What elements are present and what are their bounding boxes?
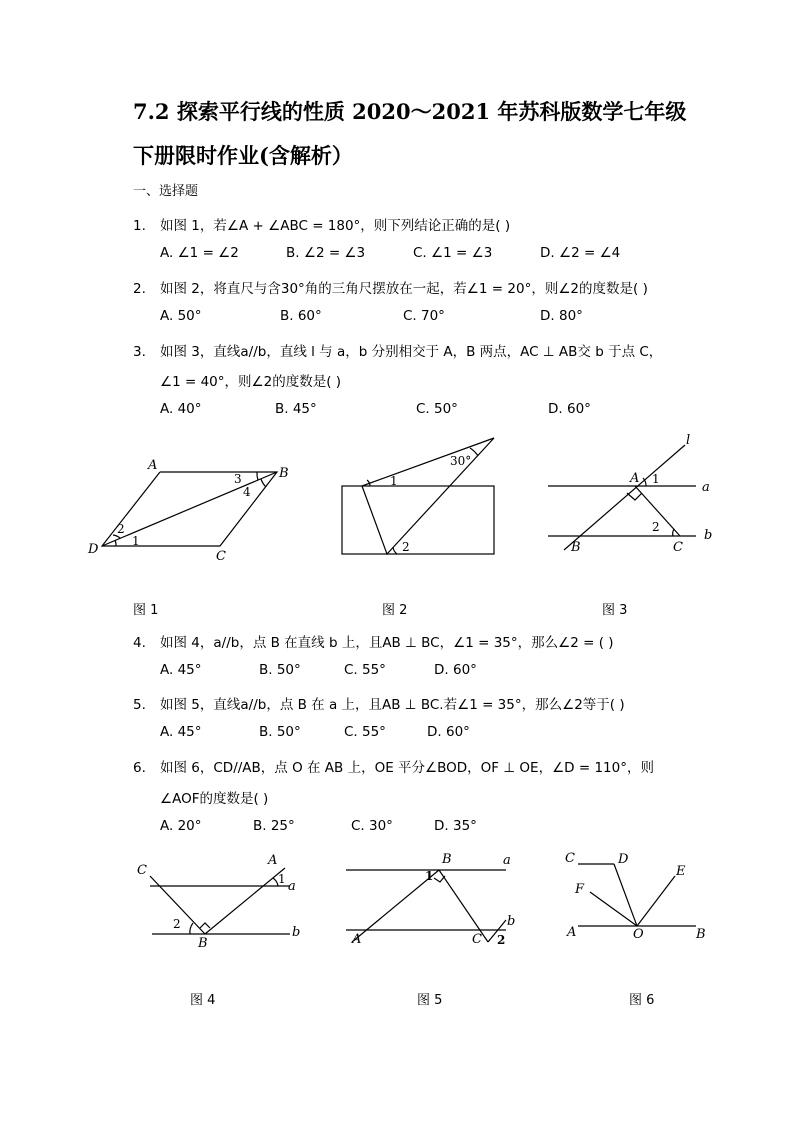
caption-figure-3: 图 3 [602,603,628,618]
label-angle-1: 1 [652,472,660,486]
label-a: a [288,879,296,894]
figure-2 [335,430,505,560]
question-number: 1. [133,218,146,234]
figure-3 [540,430,720,560]
section-heading: 一、选择题 [133,184,199,199]
angle-arc-4 [261,479,266,487]
label-B: B [198,936,208,951]
label-angle-2: 2 [173,917,181,931]
label-angle-2: 2 [497,933,506,947]
triangle-ruler [362,438,494,554]
figure-1 [80,450,300,565]
q1-option-a: A. ∠1 = ∠2 [160,245,239,261]
question-text: 如图 2，将直尺与含30°角的三角尺摆放在一起，若∠1 = 20°，则∠2的度数是( ) [160,281,648,297]
figure-5 [338,848,528,953]
angle-arc-3 [257,472,258,480]
q3-option-d: D. 60° [548,401,591,417]
label-l: l [686,433,691,448]
question-number: 5. [133,697,146,713]
label-C: C [137,863,147,878]
right-angle-mark [200,923,210,928]
label-angle-4: 4 [243,485,251,499]
question-number: 2. [133,281,146,297]
q2-option-d: D. 80° [540,308,583,324]
question-5 [133,693,625,713]
question-6-line2: ∠AOF的度数是( ) [160,791,269,807]
q4-option-d: D. 60° [434,662,477,678]
doc-title-line1: 7.2 探索平行线的性质 2020～2021 年苏科版数学七年级 [133,99,687,124]
label-A: A [268,853,278,868]
caption-figure-1: 图 1 [133,603,159,618]
label-D: D [88,542,99,557]
question-number: 4. [133,635,146,651]
angle-arc-2 [393,547,397,554]
label-C: C [673,540,683,555]
label-b: b [704,528,713,543]
label-D: D [618,852,629,867]
label-angle-1: 1 [425,869,434,883]
q4-option-a: A. 45° [160,662,202,678]
label-angle-2: 2 [402,540,410,554]
q4-option-b: B. 50° [259,662,301,678]
q2-option-c: C. 70° [403,308,445,324]
question-2 [133,277,648,297]
question-3-line2: ∠1 = 40°，则∠2的度数是( ) [160,374,342,390]
q3-option-a: A. 40° [160,401,202,417]
label-angle-2: 2 [652,520,660,534]
ray-of [590,892,637,926]
question-number: 3. [133,344,146,360]
q4-option-c: C. 55° [344,662,386,678]
q5-option-b: B. 50° [259,724,301,740]
label-C: C [565,851,575,866]
q5-option-d: D. 60° [427,724,470,740]
q1-option-b: B. ∠2 = ∠3 [286,245,366,261]
label-a: a [702,480,710,495]
label-F: F [575,882,585,897]
q3-option-c: C. 50° [416,401,458,417]
q1-option-c: C. ∠1 = ∠3 [413,245,493,261]
angle-arc-2 [190,923,193,934]
label-angle-1: 1 [390,474,398,488]
label-b: b [507,914,516,929]
question-4 [133,631,614,651]
label-B: B [442,852,452,867]
caption-figure-2: 图 2 [382,603,408,618]
angle-arc-1 [115,540,116,546]
label-a: a [503,853,511,868]
label-angle-3: 3 [234,472,242,486]
question-6 [133,756,654,776]
label-b: b [292,925,301,940]
caption-figure-4: 图 4 [190,993,216,1008]
q2-option-b: B. 60° [280,308,322,324]
label-A: A [148,458,158,473]
figure-4 [130,848,310,953]
q6-option-d: D. 35° [434,818,477,834]
question-3 [133,340,662,360]
q6-option-a: A. 20° [160,818,202,834]
label-B: B [571,540,581,555]
segment-ba [205,868,285,934]
caption-figure-5: 图 5 [417,993,443,1008]
ray-oe [637,876,675,926]
q5-option-c: C. 55° [344,724,386,740]
angle-arc-2 [673,529,674,536]
question-text: 如图 6，CD//AB，点 O 在 AB 上，OE 平分∠BOD，OF ⊥ OE，∠D = 110°，则 [160,760,654,776]
line-l [564,445,685,550]
q3-option-b: B. 45° [275,401,317,417]
label-A: A [567,925,577,940]
label-angle-1: 1 [132,534,140,548]
question-1 [133,214,510,234]
q6-option-b: B. 25° [253,818,295,834]
q5-option-a: A. 45° [160,724,202,740]
segment-do [614,864,637,926]
label-C: C [216,549,226,564]
question-text: 如图 4，a//b，点 B 在直线 b 上，且AB ⊥ BC，∠1 = 35°，那么∠2 = ( ) [160,635,614,651]
caption-figure-6: 图 6 [629,993,655,1008]
label-B: B [279,466,289,481]
figure-6 [560,846,720,946]
question-text: 如图 3，直线a//b，直线 l 与 a，b 分别相交于 A，B 两点，AC ⊥ AB交 b 于点 C， [160,344,663,360]
label-O: O [633,927,644,942]
q2-option-a: A. 50° [160,308,202,324]
diagonal-db [102,472,277,546]
question-text: 如图 5，直线a//b，点 B 在 a 上，且AB ⊥ BC.若∠1 = 35°，那么∠2等于( ) [160,697,625,713]
label-E: E [676,864,686,879]
label-angle-2: 2 [117,522,125,536]
label-A: A [352,932,362,947]
label-30-deg: 30° [450,454,472,468]
question-text: 如图 1，若∠A + ∠ABC = 180°，则下列结论正确的是( ) [160,218,511,234]
q6-option-c: C. 30° [351,818,393,834]
label-angle-1: 1 [278,872,286,886]
doc-title-line2: 下册限时作业(含解析） [133,143,353,168]
label-A: A [630,471,640,486]
q1-option-d: D. ∠2 = ∠4 [540,245,621,261]
question-number: 6. [133,760,146,776]
label-B: B [696,927,706,942]
label-C: C [472,932,482,947]
